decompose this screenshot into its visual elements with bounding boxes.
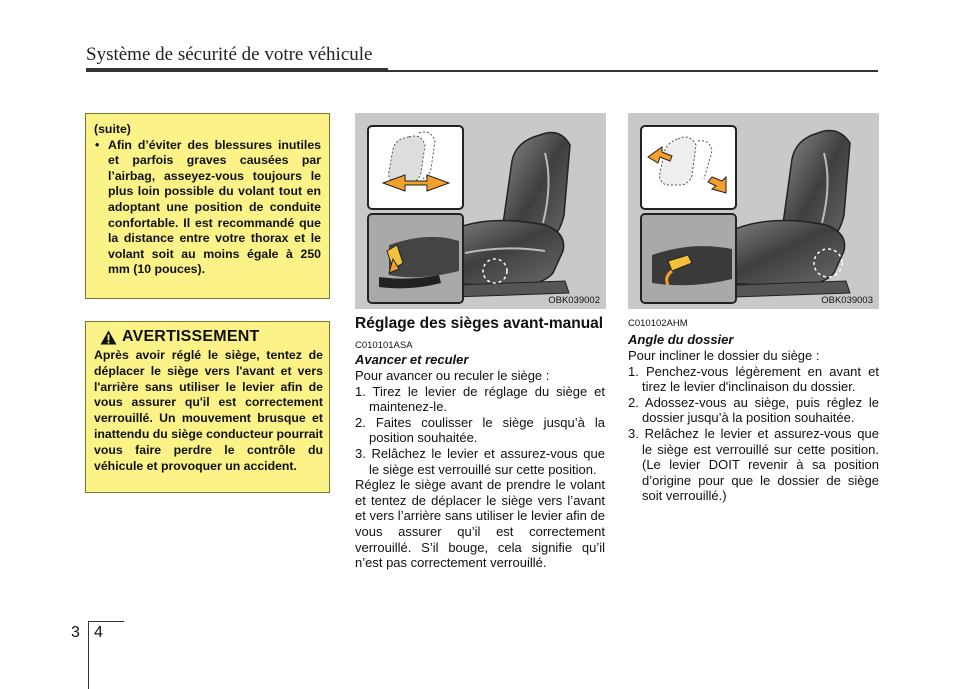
section2-body [628,348,879,504]
intro-text: Pour avancer ou reculer le siège : [355,368,550,383]
caution-note-box [85,113,330,299]
intro-text: Pour incliner le dossier du siège : [628,348,820,363]
recline-lever-icon [642,215,735,302]
inset-slide-diagram [367,125,464,210]
steps-list [628,364,879,504]
step-item: 3. Relâchez le levier et assurez-vous que le siège est verrouillé sur cette position. [355,445,605,477]
section-code: C010102AHM [628,318,688,329]
warning-triangle-icon [100,330,117,345]
inset-recline-diagram [640,125,737,210]
steps-list [355,384,605,478]
step-item: 2. Faites coulisser le siège jusqu’à la position souhaitée. [355,414,605,446]
header-rule [86,68,388,72]
header-rule-thin [388,70,878,72]
figure-seat-slide [355,113,606,309]
step-item: 1. Tirez le levier de réglage du siège et maintenez-le. [355,383,605,415]
step-item: 3. Relâchez le levier et assurez-vous que le siège est verrouillé sur cette position. (Le levier DOIT revenir à sa position d’origine pour que le dossier de siège soit verrouillé.) [628,425,879,504]
section-number: 3 [71,624,80,641]
page-header-title: Système de sécurité de votre véhicule [86,44,373,65]
note-bullet: • Afin d’éviter des blessures inutiles et parfois graves causées par l’airbag, asseyez-vous toujours le plus loin possible du volant tout en adoptant une position de conduite confortable. Il est recommandé que la distance entre votre thorax et le volant soit au moins égale à 250 mm (10 pouces). [106,138,321,278]
section1-body [355,368,605,571]
figure-caption: OBK039003 [821,295,873,306]
warning-text: Après avoir réglé le siège, tentez de déplacer le siège vers l'avant et vers l'arrière sans utiliser le levier afin de vous assurer qu'il est correctement verrouillé. Un mouvement brusque et inattendu du siège conducteur pourrait vous faire perdre le contrôle du véhicule et provoquer un accident. [94,348,323,473]
warning-title: AVERTISSEMENT [122,328,260,345]
figure-seat-recline [628,113,879,309]
subsection-title: Angle du dossier [628,332,734,347]
footer-divider [88,621,89,689]
figure-caption: OBK039002 [548,295,600,306]
slide-lever-icon [369,215,462,302]
subsection-title: Avancer et reculer [355,352,469,367]
recline-arrow-icon [642,127,735,208]
step-item: 1. Penchez-vous légèrement en avant et tirez le levier d'inclinaison du dossier. [628,363,879,395]
inset-slide-lever [367,213,464,304]
body-paragraph: Réglez le siège avant de prendre le volant et tentez de déplacer le siège vers l’avant et vers l’arrière sans utiliser le levier afin de vous assurer qu’il est correctement verrouillé. S’il bouge, cela signifie qu’il n’est pas correctement verrouillé. [355,477,605,571]
footer-rule [88,621,124,622]
seat-slide-arrow-icon [369,127,462,208]
note-suite-label: (suite) [94,122,131,136]
step-item: 2. Adossez-vous au siège, puis réglez le dossier jusqu’à la position souhaitée. [628,394,879,426]
section-title: Réglage des sièges avant-manual [355,315,604,332]
warning-header [100,328,323,346]
warning-box [85,321,330,493]
section-code: C010101ASA [355,340,413,351]
page-number: 4 [94,624,103,641]
note-list [94,138,321,278]
inset-recline-lever [640,213,737,304]
